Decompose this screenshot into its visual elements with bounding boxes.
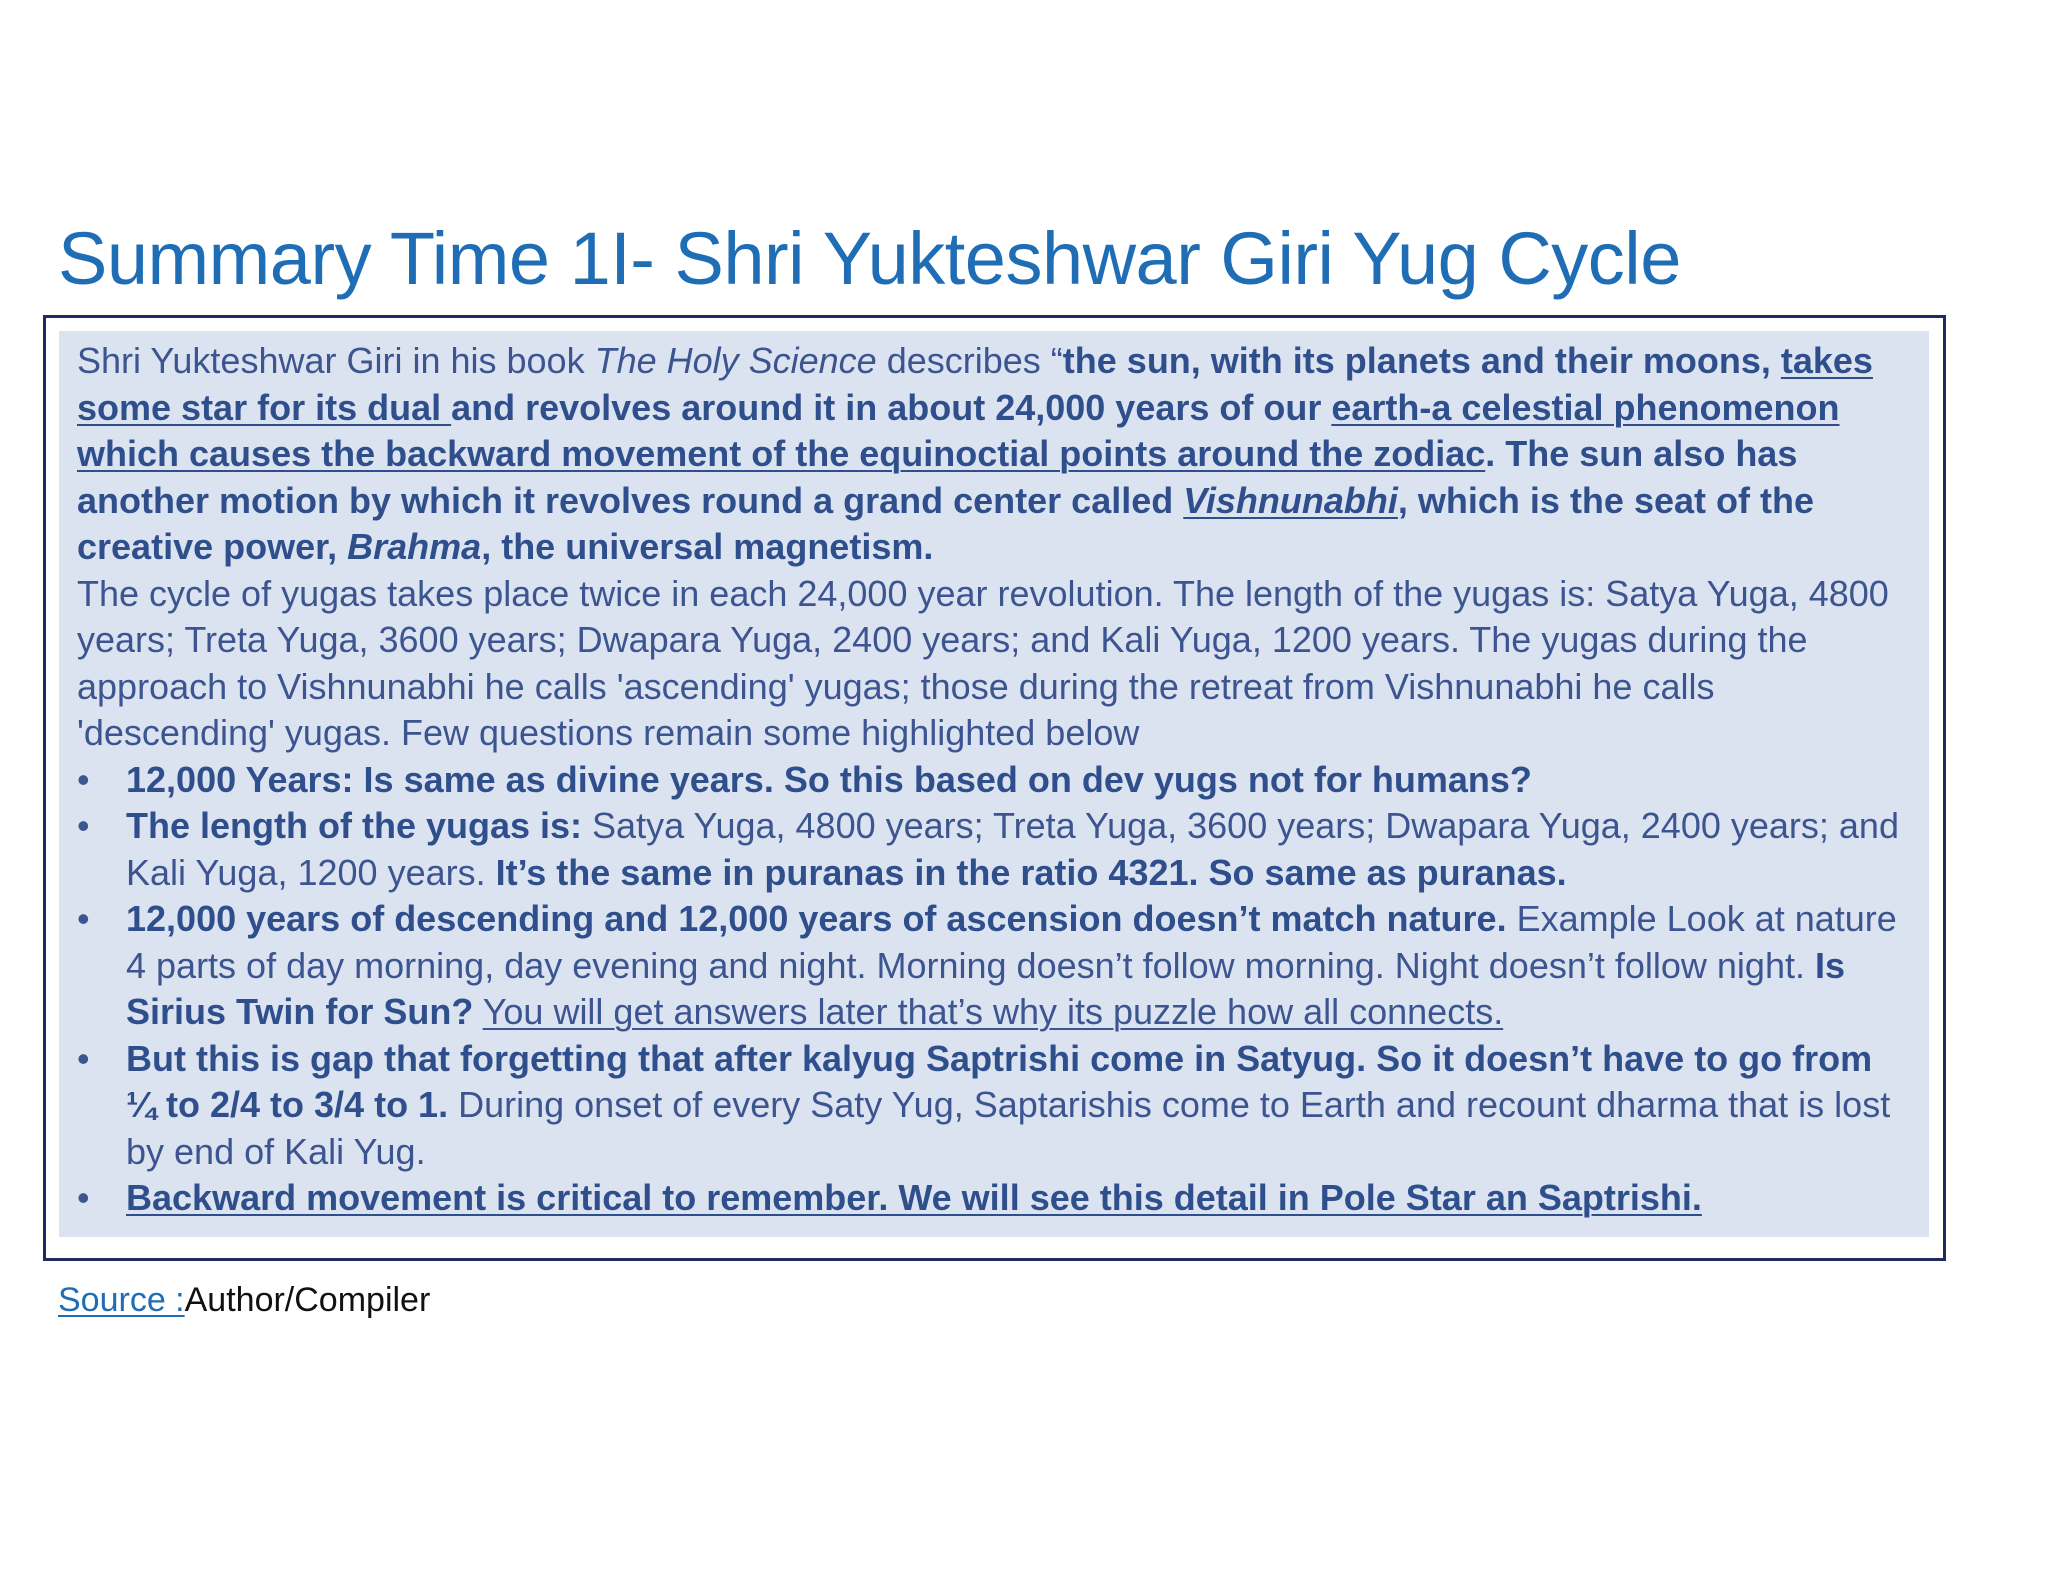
quote-text: , the universal magnetism. xyxy=(481,526,934,567)
slide-title: Summary Time 1I- Shri Yukteshwar Giri Yug Cycle xyxy=(58,217,1681,300)
bullet-text: Example Look at nature 4 parts of day morning, day evening and night. Morning doesn’t follow morning. Night doesn’t follow night. xyxy=(126,898,1897,986)
yuga-cycle-paragraph: The cycle of yugas takes place twice in each 24,000 year revolution. The length of the yugas is: Satya Yuga, 4800 years; Treta Yuga, 3600 years; Dwapara Yuga, 2400 years; and Kali Yuga, 1200 years. The yugas during the approach to Vishnunabhi he calls 'ascending' yugas; those during the retreat from Vishnunabhi he calls 'descending' yugas. Few questions remain some highlighted below xyxy=(77,572,1889,753)
brahma-term: Brahma xyxy=(347,526,482,567)
quote-text: the sun, with its planets and their moons, xyxy=(1062,340,1781,381)
bullet-text: The length of the yugas is: xyxy=(126,805,583,846)
list-item xyxy=(77,1036,1911,1176)
list-item xyxy=(77,896,1911,1036)
bullet-text: 12,000 Years: Is same as divine years. So this based on dev yugs not for humans? xyxy=(126,758,1532,800)
question-list xyxy=(77,757,1911,1222)
quote-text: and revolves around it in about 24,000 years of our xyxy=(451,386,1332,428)
bullet-text: Is Sirius Twin for Sun? xyxy=(126,944,1846,1032)
vishnunabhi-term: Vishnunabhi xyxy=(1183,479,1398,521)
summary-panel xyxy=(59,331,1929,1237)
source-link[interactable]: Source : xyxy=(58,1281,185,1319)
intro-text: Shri Yukteshwar Giri in his book xyxy=(77,340,595,381)
bullet-text: During onset of every Saty Yug, Saptarishis come to Earth and recount dharma that is lost by end of Kali Yug. xyxy=(126,1084,1891,1172)
bullet-marker: • xyxy=(77,898,90,939)
intro-text: describes “ xyxy=(876,340,1063,381)
bullet-text: 12,000 years of descending and 12,000 years of ascension doesn’t match nature. xyxy=(126,898,1507,939)
intro-paragraph xyxy=(77,338,1911,571)
quote-text: . The sun also has another motion by which it revolves round a grand center called xyxy=(77,433,1798,521)
bullet-marker: • xyxy=(77,1037,90,1079)
bullet-text xyxy=(473,991,482,1032)
bullet-text: But this is gap that forgetting that after kalyug Saptrishi come in Satyug. So it doesn’t have to go from ¼ to 2/4 to 3/4 to 1. xyxy=(126,1037,1873,1125)
quote-text: , which is the seat of the creative power, xyxy=(77,479,1814,567)
list-item xyxy=(77,803,1911,896)
quote-underlined: earth-a celestial phenomenon which causes the backward movement of the equinoctial points around the zodiac xyxy=(77,386,1840,474)
source-value: Author/Compiler xyxy=(184,1281,431,1319)
bullet-marker: • xyxy=(77,758,90,800)
bullet-marker: • xyxy=(77,805,90,846)
bullet-text: It’s the same in puranas in the ratio 4321. So same as puranas. xyxy=(495,851,1567,893)
bullet-text: Satya Yuga, 4800 years; Treta Yuga, 3600 years; Dwapara Yuga, 2400 years; and Kali Yuga, 1200 years. xyxy=(126,805,1899,893)
list-item xyxy=(77,757,1911,804)
quote-underlined: takes some star for its dual xyxy=(77,340,1873,428)
bullet-underlined: Backward movement is critical to remember. We will see this detail in Pole Star an Saptrishi. xyxy=(126,1177,1702,1218)
bullet-marker: • xyxy=(77,1177,90,1218)
book-title: The Holy Science xyxy=(594,340,877,381)
source-line xyxy=(58,1280,430,1320)
bullet-underlined: You will get answers later that’s why its puzzle how all connects. xyxy=(482,991,1504,1032)
list-item xyxy=(77,1175,1911,1222)
